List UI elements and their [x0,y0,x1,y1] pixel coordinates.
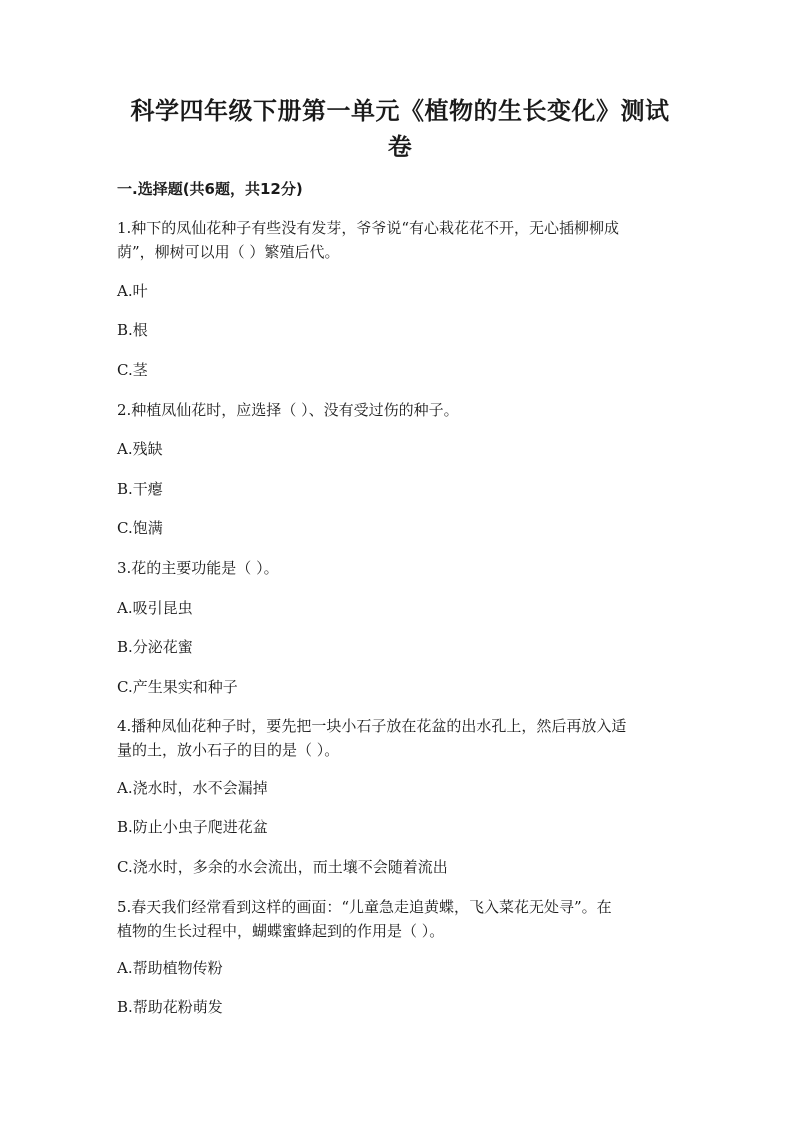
question-1-option-a: A.叶 [117,282,148,300]
question-3 [117,556,677,580]
title-line-2: 卷 [387,133,413,161]
question-1-option-b: B.根 [117,321,148,339]
question-4-option-c: C.浇水时，多余的水会流出，而土壤不会随着流出 [117,858,448,876]
question-1-line-2: 荫”，柳树可以用（ ）繁殖后代。 [117,243,340,261]
question-2-option-a: A.残缺 [117,440,163,458]
title-line-1: 科学四年级下册第一单元《植物的生长变化》测试 [130,97,670,125]
question-5-line-1: 5.春天我们经常看到这样的画面：“儿童急走追黄蝶，飞入菜花无处寻”。在 [117,898,612,916]
section-header: 一.选择题(共6题，共12分) [117,180,303,198]
question-1 [117,216,677,264]
question-2-line-1: 2.种植凤仙花时，应选择（ ）、没有受过伤的种子。 [117,401,459,419]
question-3-option-b: B.分泌花蜜 [117,638,193,656]
question-3-option-c: C.产生果实和种子 [117,678,238,696]
question-5-option-b: B.帮助花粉萌发 [117,998,223,1016]
question-5-line-2: 植物的生长过程中，蝴蝶蜜蜂起到的作用是（ ）。 [117,922,445,940]
question-3-option-a: A.吸引昆虫 [117,599,193,617]
question-1-option-c: C.茎 [117,361,148,379]
question-3-line-1: 3.花的主要功能是（ ）。 [117,559,279,577]
question-4-line-1: 4.播种凤仙花种子时，要先把一块小石子放在花盆的出水孔上，然后再放入适 [117,717,627,735]
question-5-option-a: A.帮助植物传粉 [117,959,223,977]
question-4-option-b: B.防止小虫子爬进花盆 [117,818,268,836]
question-4-option-a: A.浇水时，水不会漏掉 [117,779,268,797]
question-2-option-b: B.干瘪 [117,480,163,498]
question-5 [117,895,677,943]
question-4-line-2: 量的土，放小石子的目的是（ ）。 [117,741,340,759]
question-4 [117,714,677,762]
question-2 [117,398,677,422]
page-title [100,93,700,165]
question-2-option-c: C.饱满 [117,519,163,537]
question-1-line-1: 1.种下的凤仙花种子有些没有发芽，爷爷说“有心栽花花不开，无心插柳柳成 [117,219,619,237]
